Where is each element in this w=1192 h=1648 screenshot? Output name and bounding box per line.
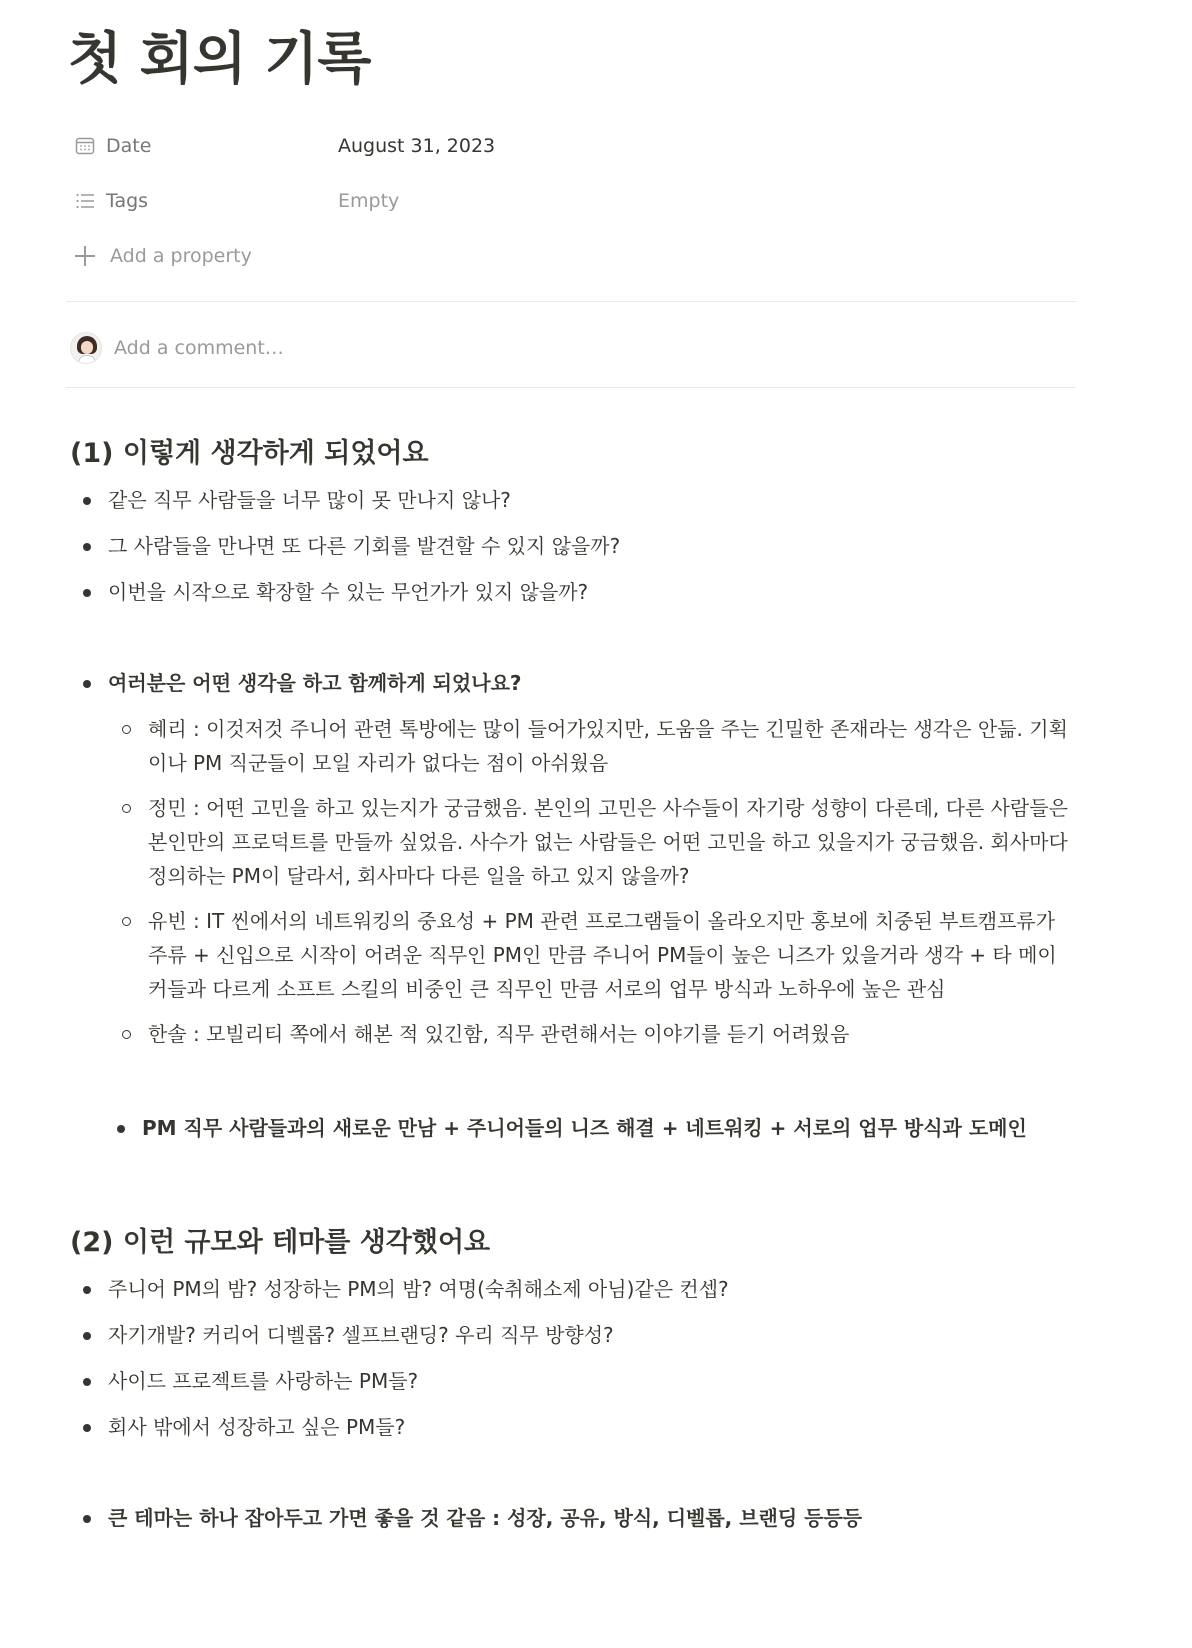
comment-bar[interactable]	[70, 328, 284, 368]
answer-item[interactable]: 한솔 : 모빌리티 쪽에서 해본 적 있긴함, 직무 관련해서는 이야기를 듣기 어려웠음	[110, 1017, 1072, 1051]
add-property-button[interactable]	[74, 236, 252, 276]
add-property-label: Add a property	[110, 245, 252, 267]
list-item[interactable]: 이번을 시작으로 확장할 수 있는 무언가가 있지 않을까?	[70, 577, 1080, 607]
page-title[interactable]: 첫 회의 기록	[68, 27, 371, 92]
section-heading-1[interactable]: (1) 이렇게 생각하게 되었어요	[70, 438, 429, 469]
divider	[66, 301, 1076, 302]
answer-item[interactable]: 정민 : 어떤 고민을 하고 있는지가 궁금했음. 본인의 고민은 사수들이 자기랑 성향이 다른데, 다른 사람들은 본인만의 프로덕트를 만들까 싶었음. 사수가 없는 사람들은 어떤 고민을 하고 있을지가 궁금했음. 회사마다 정의하는 PM이 달라서, 회사마다 다른 일을 하고 있지 않을까?	[110, 791, 1072, 893]
property-date-label: Date	[106, 135, 152, 157]
list-icon	[74, 190, 96, 212]
list-item[interactable]: 그 사람들을 만나면 또 다른 기회를 발견할 수 있지 않을까?	[70, 531, 1080, 561]
comment-input[interactable]: Add a comment…	[114, 337, 284, 359]
list-item[interactable]: 사이드 프로젝트를 사랑하는 PM들?	[70, 1366, 1080, 1396]
question-list	[70, 668, 1080, 714]
answers-list	[110, 712, 1072, 1062]
section-heading-2[interactable]: (2) 이런 규모와 테마를 생각했어요	[70, 1227, 491, 1258]
list-item[interactable]: 주니어 PM의 밤? 성장하는 PM의 밤? 여명(숙취해소제 아님)같은 컨셉?	[70, 1274, 1080, 1304]
answer-item[interactable]: 유빈 : IT 씬에서의 네트워킹의 중요성 + PM 관련 프로그램들이 올라오지만 홍보에 치중된 부트캠프류가 주류 + 신입으로 시작이 어려운 직무인 PM인 만큼 주니어 PM들이 높은 니즈가 있을거라 생각 + 타 메이커들과 다르게 소프트 스킬의 비중인 큰 직무인 만큼 서로의 업무 방식과 노하우에 높은 관심	[110, 904, 1072, 1006]
property-date-value[interactable]: August 31, 2023	[338, 135, 496, 157]
summary-item[interactable]: PM 직무 사람들과의 새로운 만남 + 주니어들의 니즈 해결 + 네트워킹 + 서로의 업무 방식과 도메인	[104, 1113, 1074, 1143]
property-tags[interactable]	[74, 181, 1094, 221]
plus-icon	[74, 245, 96, 267]
list-item[interactable]: 자기개발? 커리어 디벨롭? 셀프브랜딩? 우리 직무 방향성?	[70, 1320, 1080, 1350]
property-tags-label: Tags	[106, 190, 149, 212]
property-date[interactable]	[74, 126, 1094, 166]
list-item[interactable]: 회사 밖에서 성장하고 싶은 PM들?	[70, 1412, 1080, 1442]
avatar	[70, 332, 102, 364]
property-tags-value[interactable]: Empty	[338, 190, 400, 212]
section1-bullet-list	[70, 485, 1080, 623]
calendar-icon	[74, 135, 96, 157]
list-item[interactable]: 같은 직무 사람들을 너무 많이 못 만나지 않나?	[70, 485, 1080, 515]
section2-bullet-list	[70, 1274, 1080, 1458]
divider	[66, 387, 1076, 388]
theme-item[interactable]: 큰 테마는 하나 잡아두고 가면 좋을 것 같음 : 성장, 공유, 방식, 디벨롭, 브랜딩 등등등	[70, 1503, 1080, 1533]
answer-item[interactable]: 혜리 : 이것저것 주니어 관련 톡방에는 많이 들어가있지만, 도움을 주는 긴밀한 존재라는 생각은 안듦. 기획이나 PM 직군들이 모일 자리가 없다는 점이 아쉬웠음	[110, 712, 1072, 780]
question-item[interactable]: 여러분은 어떤 생각을 하고 함께하게 되었나요?	[70, 668, 1080, 698]
